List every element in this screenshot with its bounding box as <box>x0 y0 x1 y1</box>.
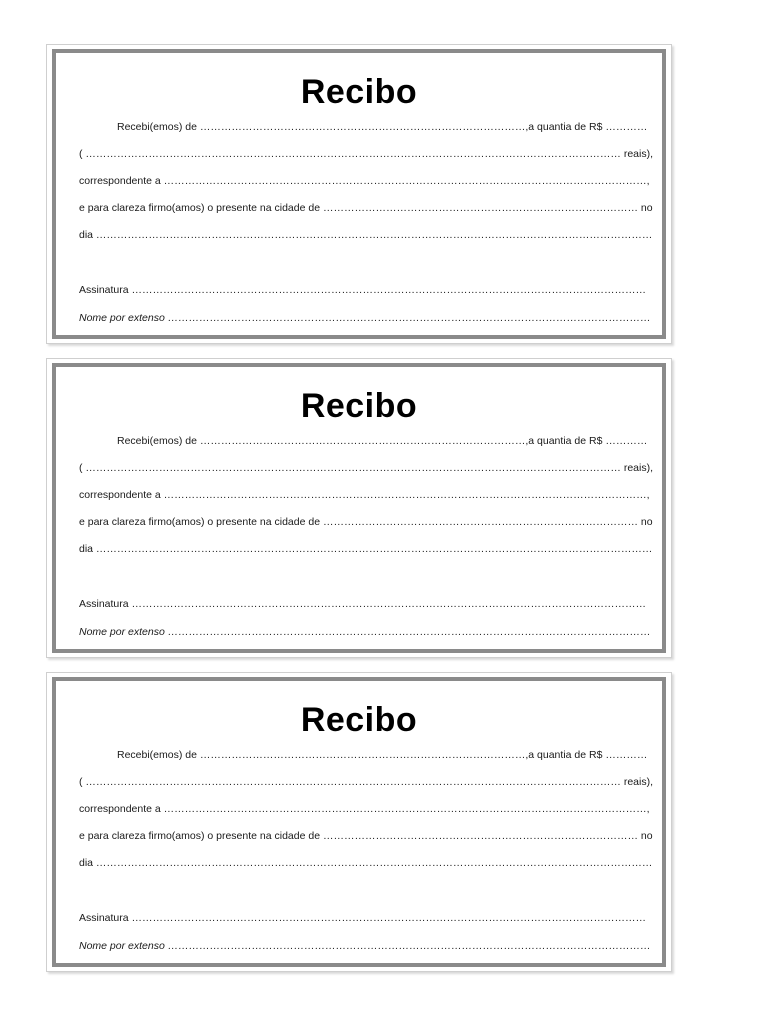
received-from-line: Recebi(emos) de …………………………………………………………………………………,a quantia de R$ ………… <box>117 435 648 447</box>
received-from-line: Recebi(emos) de …………………………………………………………………………………,a quantia de R$ ………… <box>117 749 648 761</box>
receipt-title: Recibo <box>300 387 418 425</box>
corresponding-to-line: correspondente a …………………………………………………………………………………………………………………………, <box>79 489 650 501</box>
signature-line: Assinatura ………………………………………………………………………………………………………………………………… <box>79 912 647 924</box>
receipt-border <box>52 677 666 967</box>
date-line: dia …………………………………………………………………………………………………………………………………………… <box>79 229 653 241</box>
receipt-border <box>52 363 666 653</box>
date-line: dia …………………………………………………………………………………………………………………………………………… <box>79 543 653 555</box>
receipt-title: Recibo <box>300 701 418 739</box>
signature-line: Assinatura ………………………………………………………………………………………………………………………………… <box>79 284 647 296</box>
amount-in-words-line: ( ……………………………………………………………………………………………………………………………………… reais), <box>79 776 654 788</box>
receipt-form-1 <box>46 44 672 344</box>
full-name-line: Nome por extenso ………………………………………………………………………………………………………………………… <box>79 940 651 952</box>
signature-line: Assinatura ………………………………………………………………………………………………………………………………… <box>79 598 647 610</box>
receipt-border <box>52 49 666 339</box>
date-line: dia …………………………………………………………………………………………………………………………………………… <box>79 857 653 869</box>
receipt-form-3 <box>46 672 672 972</box>
receipt-form-2 <box>46 358 672 658</box>
full-name-line: Nome por extenso ………………………………………………………………………………………………………………………… <box>79 312 651 324</box>
corresponding-to-line: correspondente a …………………………………………………………………………………………………………………………, <box>79 175 650 187</box>
city-line: e para clareza firmo(amos) o presente na cidade de ……………………………………………………………………………… no <box>79 516 653 528</box>
amount-in-words-line: ( ……………………………………………………………………………………………………………………………………… reais), <box>79 462 654 474</box>
corresponding-to-line: correspondente a …………………………………………………………………………………………………………………………, <box>79 803 650 815</box>
city-line: e para clareza firmo(amos) o presente na cidade de ……………………………………………………………………………… no <box>79 830 653 842</box>
full-name-line: Nome por extenso ………………………………………………………………………………………………………………………… <box>79 626 651 638</box>
received-from-line: Recebi(emos) de …………………………………………………………………………………,a quantia de R$ ………… <box>117 121 648 133</box>
city-line: e para clareza firmo(amos) o presente na cidade de ……………………………………………………………………………… no <box>79 202 653 214</box>
receipt-title: Recibo <box>300 73 418 111</box>
amount-in-words-line: ( ……………………………………………………………………………………………………………………………………… reais), <box>79 148 654 160</box>
